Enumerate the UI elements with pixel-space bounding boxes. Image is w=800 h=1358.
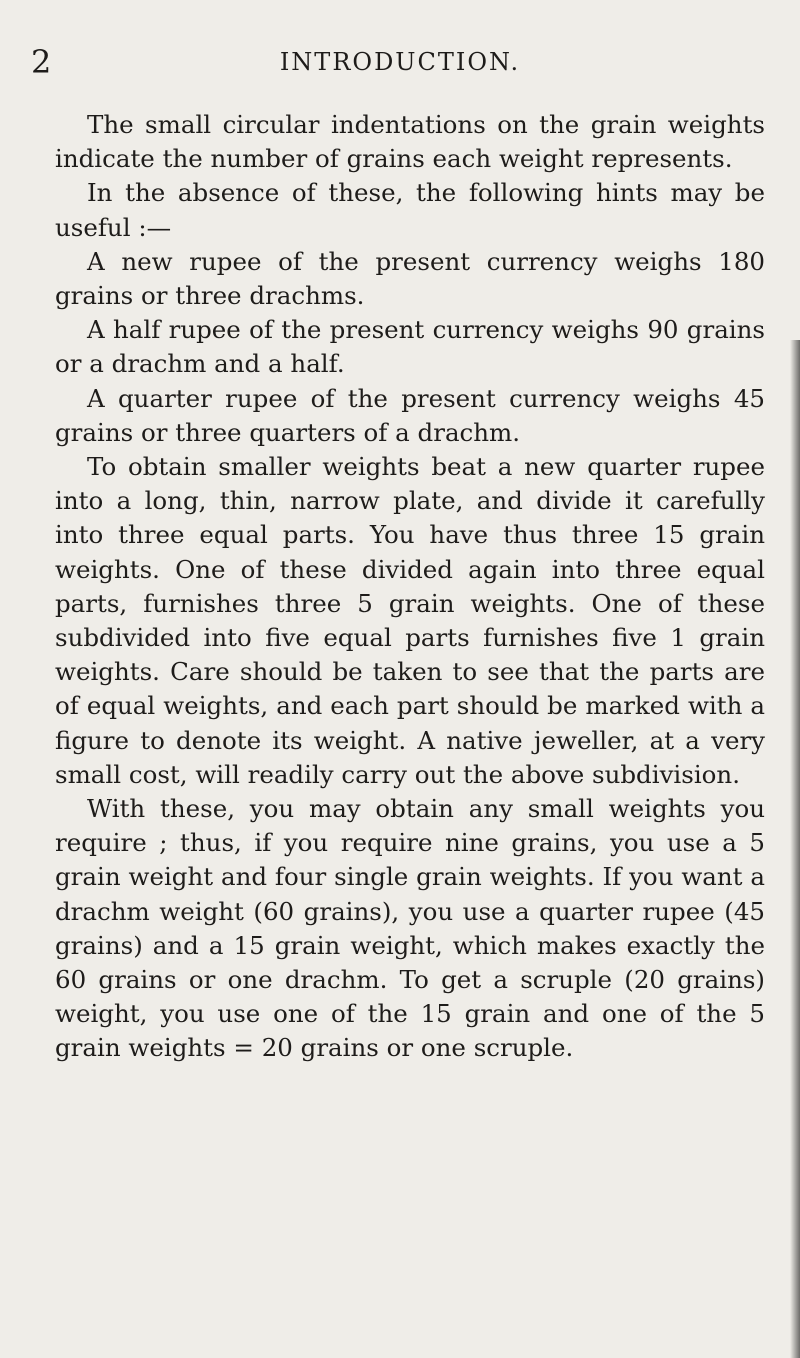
paragraph-quarter-rupee: A quarter rupee of the present currency weighs 45 grains or three quarters of a drachm. [55,383,765,447]
running-title: INTRODUCTION. [279,48,521,76]
paragraph-indentations: The small circular indentations on the grain weights indicate the number of grains each weight represents. [55,110,765,174]
body-text [55,108,765,1066]
paragraph-hints: In the absence of these, the following hints may be useful :— [55,178,765,242]
paragraph-smaller-weights: To obtain smaller weights beat a new quarter rupee into a long, thin, narrow plate, and divide it carefully into three equal parts. You have thus three 15 grain weights. One of these divided again into three equal parts, furnishes three 5 grain weights. One of these subdivided into five equal parts furnishes five 1 grain weights. Care should be taken to see that the parts are of equal weights, and each part should be marked with a figure to denote its weight. A native jeweller, at a very small cost, will readily carry out the above subdivision. [55,452,765,789]
paragraph-half-rupee: A half rupee of the present currency weighs 90 grains or a drachm and a half. [55,315,765,379]
page-number: 2 [31,43,52,81]
page-edge-shadow [790,340,800,1358]
paragraph-combining-weights: With these, you may obtain any small weights you require ; thus, if you require nine grains, you use a 5 grain weight and four single grain weights. If you want a drachm weight (60 grains), you use a quarter rupee (45 grains) and a 15 grain weight, which makes exactly the 60 grains or one drachm. To get a scruple (20 grains) weight, you use one of the 15 grain and one of the 5 grain weights = 20 grains or one scruple. [55,794,765,1063]
paragraph-new-rupee: A new rupee of the present currency weighs 180 grains or three drachms. [55,246,765,311]
